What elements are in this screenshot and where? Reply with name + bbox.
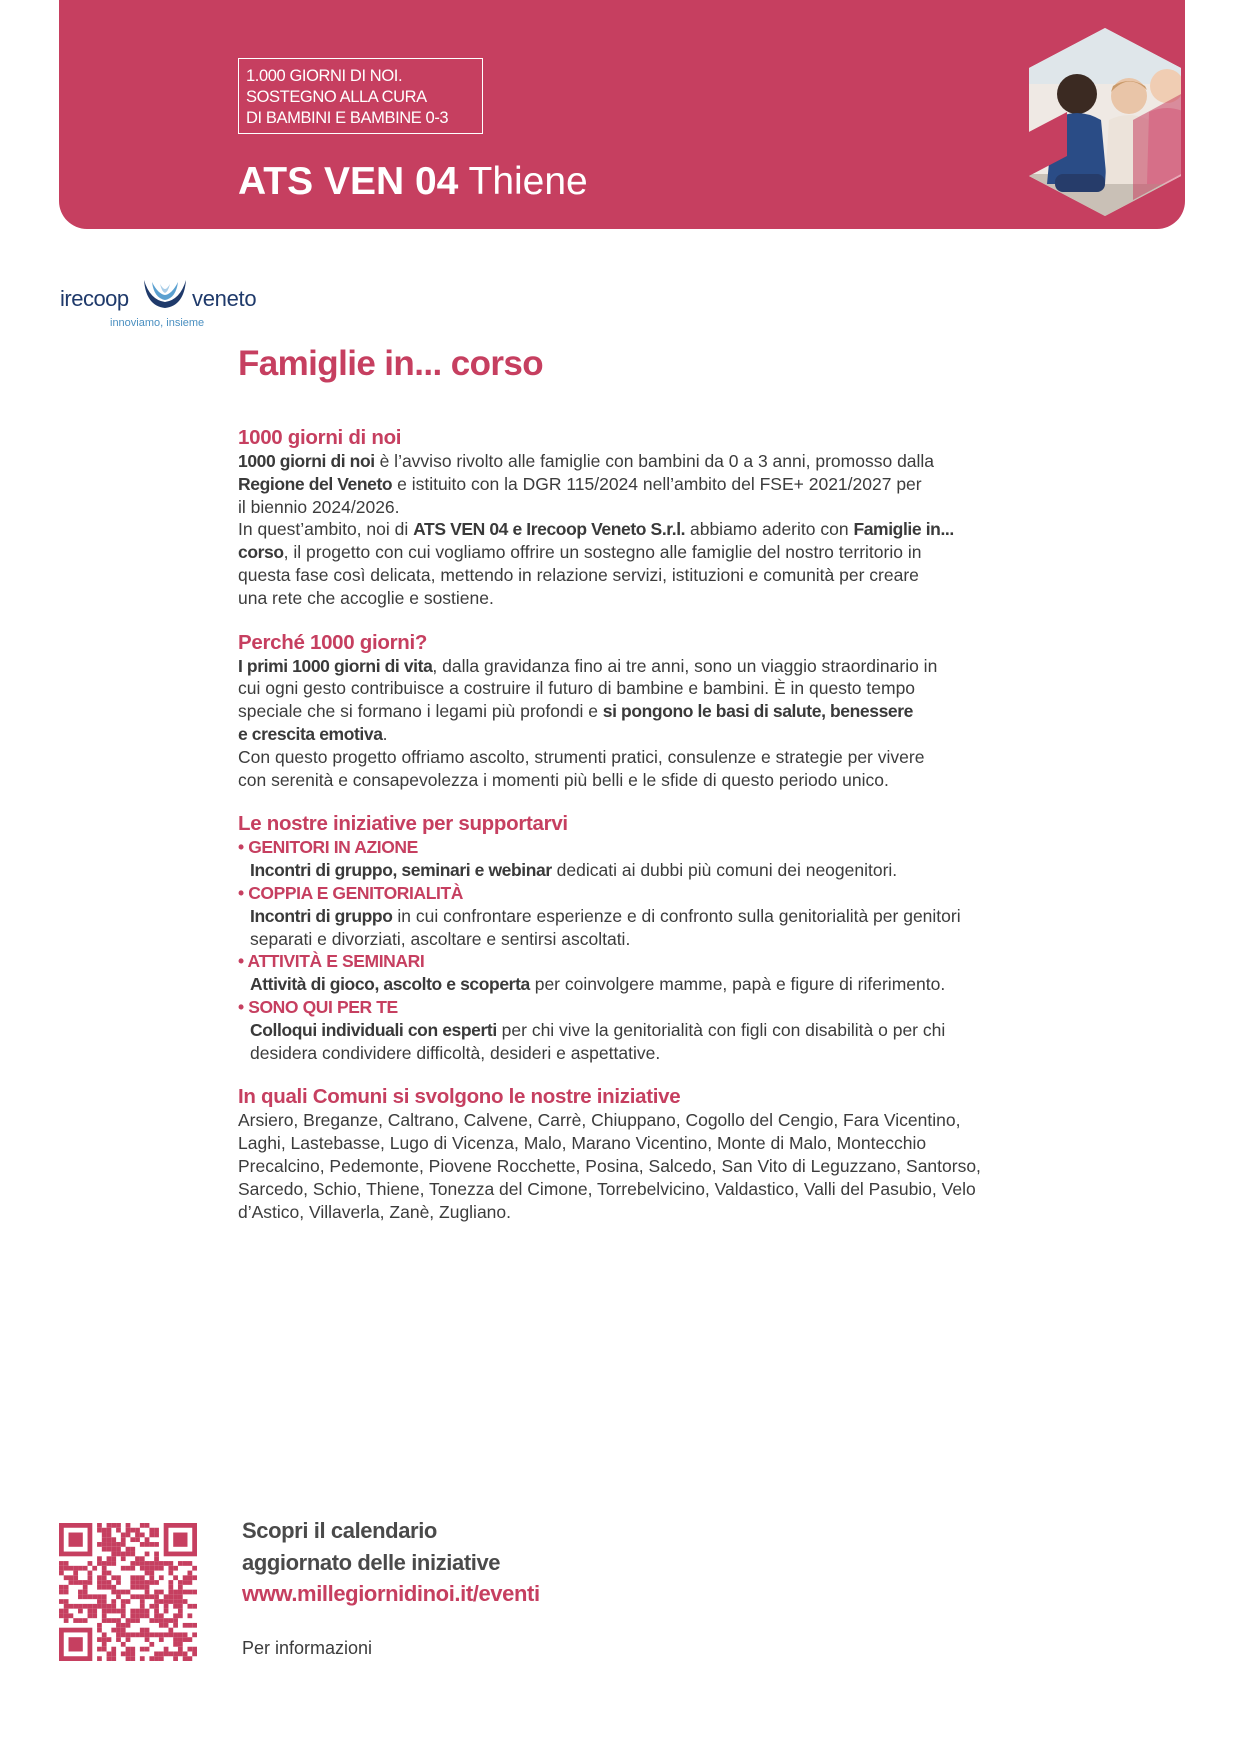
irecoop-logo-icon xyxy=(140,276,190,312)
children-photo-icon xyxy=(1025,24,1185,220)
text: , dalla gravidanza fino ai tre anni, sono un viaggio straordinario in xyxy=(432,655,938,676)
qr-code-icon[interactable] xyxy=(59,1523,197,1661)
initiative-desc xyxy=(238,859,1058,882)
ats-title xyxy=(238,160,588,204)
municipality-line: Laghi, Lastebasse, Lugo di Vicenza, Malo, Marano Vicentino, Monte di Malo, Montecchio xyxy=(238,1133,927,1154)
initiative-desc: separati e divorziati, ascoltare e sentirsi ascoltati. xyxy=(250,928,631,949)
paragraph-line xyxy=(238,473,1058,496)
initiative-title: • SONO QUI PER TE xyxy=(238,996,398,1017)
initiative-desc xyxy=(238,1019,1058,1042)
logo-word-right: veneto xyxy=(192,286,257,311)
ats-city: Thiene xyxy=(468,160,588,203)
paragraph-line xyxy=(238,700,1058,723)
paragraph-line: questa fase così delicata, mettendo in relazione servizi, istituzioni e comunità per creare xyxy=(238,564,919,585)
bold-text: 1000 giorni di noi xyxy=(238,451,375,471)
paragraph-line xyxy=(238,723,1058,746)
logo-subtitle: innoviamo, insieme xyxy=(110,317,205,329)
text: per chi vive la genitorialità con figli con disabilità o per chi xyxy=(496,1019,946,1040)
info-label: Per informazioni xyxy=(242,1638,373,1658)
tagline-line: SOSTEGNO ALLA CURA xyxy=(246,88,427,106)
paragraph-line: Con questo progetto offriamo ascolto, strumenti pratici, consulenze e strategie per vivere xyxy=(238,746,925,767)
municipality-line: Sarcedo, Schio, Thiene, Tonezza del Cimone, Torrebelvicino, Valdastico, Valli del Pasubio, Velo xyxy=(238,1178,976,1199)
text: e istituito con la DGR 115/2024 nell’ambito del FSE+ 2021/2027 per xyxy=(392,473,922,494)
bold-text: Incontri di gruppo, seminari e webinar xyxy=(250,860,552,881)
tagline-box xyxy=(238,58,483,134)
initiative-title: • COPPIA E GENITORIALITÀ xyxy=(238,882,464,903)
text: per coinvolgere mamme, papà e figure di riferimento. xyxy=(529,974,946,995)
paragraph-line xyxy=(238,450,1058,473)
text: dedicati ai dubbi più comuni dei neogenitori. xyxy=(551,860,898,881)
paragraph-line xyxy=(238,518,1058,541)
section-heading: 1000 giorni di noi xyxy=(238,426,402,449)
page-title: Famiglie in... corso xyxy=(238,344,544,383)
ats-code: ATS VEN 04 xyxy=(238,160,459,203)
municipality-line: Precalcino, Pedemonte, Piovene Rocchette, Posina, Salcedo, San Vito di Leguzzano, Santorso, xyxy=(238,1155,981,1176)
paragraph-line: cui ogni gesto contribuisce a costruire il futuro di bambine e bambini. È in questo tempo xyxy=(238,678,916,699)
calendar-cta xyxy=(242,1515,540,1610)
cta-line: Scopri il calendario xyxy=(242,1518,437,1543)
section-heading: In quali Comuni si svolgono le nostre iniziative xyxy=(238,1085,681,1109)
initiative-desc xyxy=(238,905,1058,928)
municipality-line: d’Astico, Villaverla, Zanè, Zugliano. xyxy=(238,1201,512,1222)
bold-text: e crescita emotiva xyxy=(238,723,383,744)
logo-word-left: irecoop xyxy=(60,286,129,311)
section-heading: Perché 1000 giorni? xyxy=(238,630,428,654)
text: è l’avviso rivolto alle famiglie con bambini da 0 a 3 anni, promosso dalla xyxy=(374,451,935,471)
bold-text: Colloqui individuali con esperti xyxy=(250,1019,497,1040)
section-heading: Le nostre iniziative per supportarvi xyxy=(238,812,568,836)
events-link[interactable]: www.millegiornidinoi.it/eventi xyxy=(242,1581,540,1606)
initiative-desc: desidera condividere difficoltà, desideri e aspettative. xyxy=(250,1042,661,1063)
text: , il progetto con cui vogliamo offrire un sostegno alle famiglie del nostro territorio in xyxy=(283,542,922,563)
irecoop-logo xyxy=(60,274,280,334)
initiative-title: • GENITORI IN AZIONE xyxy=(238,837,418,858)
main-content xyxy=(238,426,1058,1223)
cta-line: aggiornato delle iniziative xyxy=(242,1549,501,1575)
text: speciale che si formano i legami più profondi e xyxy=(238,701,603,722)
text: In quest’ambito, noi di xyxy=(238,519,414,540)
bold-text: Famiglie in... xyxy=(853,519,954,540)
bold-text: corso xyxy=(238,542,284,563)
bold-text: Attività di gioco, ascolto e scoperta xyxy=(250,974,530,995)
bold-text: si pongono le basi di salute, benessere xyxy=(602,701,913,722)
paragraph-line: il biennio 2024/2026. xyxy=(238,496,400,517)
initiative-desc xyxy=(238,973,1058,996)
bold-text: Regione del Veneto xyxy=(238,473,393,494)
tagline-line: 1.000 GIORNI DI NOI. xyxy=(246,67,403,85)
bold-text: I primi 1000 giorni di vita xyxy=(238,655,433,676)
paragraph-line: con serenità e consapevolezza i momenti più belli e le sfide di questo periodo unico. xyxy=(238,769,889,790)
header-band xyxy=(59,0,1185,229)
text: . xyxy=(382,723,388,744)
text: abbiamo aderito con xyxy=(685,519,854,540)
initiative-title: • ATTIVITÀ E SEMINARI xyxy=(238,951,425,972)
tagline-line: DI BAMBINI E BAMBINE 0-3 xyxy=(246,109,449,127)
bold-text: ATS VEN 04 e Irecoop Veneto S.r.l. xyxy=(413,519,686,540)
paragraph-line: una rete che accoglie e sostiene. xyxy=(238,587,494,608)
municipality-line: Arsiero, Breganze, Caltrano, Calvene, Carrè, Chiuppano, Cogollo del Cengio, Fara Vicentino, xyxy=(238,1110,961,1131)
text: in cui confrontare esperienze e di confronto sulla genitorialità per genitori xyxy=(392,905,961,926)
paragraph-line xyxy=(238,541,1058,564)
paragraph-line xyxy=(238,655,1058,678)
bold-text: Incontri di gruppo xyxy=(250,905,393,926)
